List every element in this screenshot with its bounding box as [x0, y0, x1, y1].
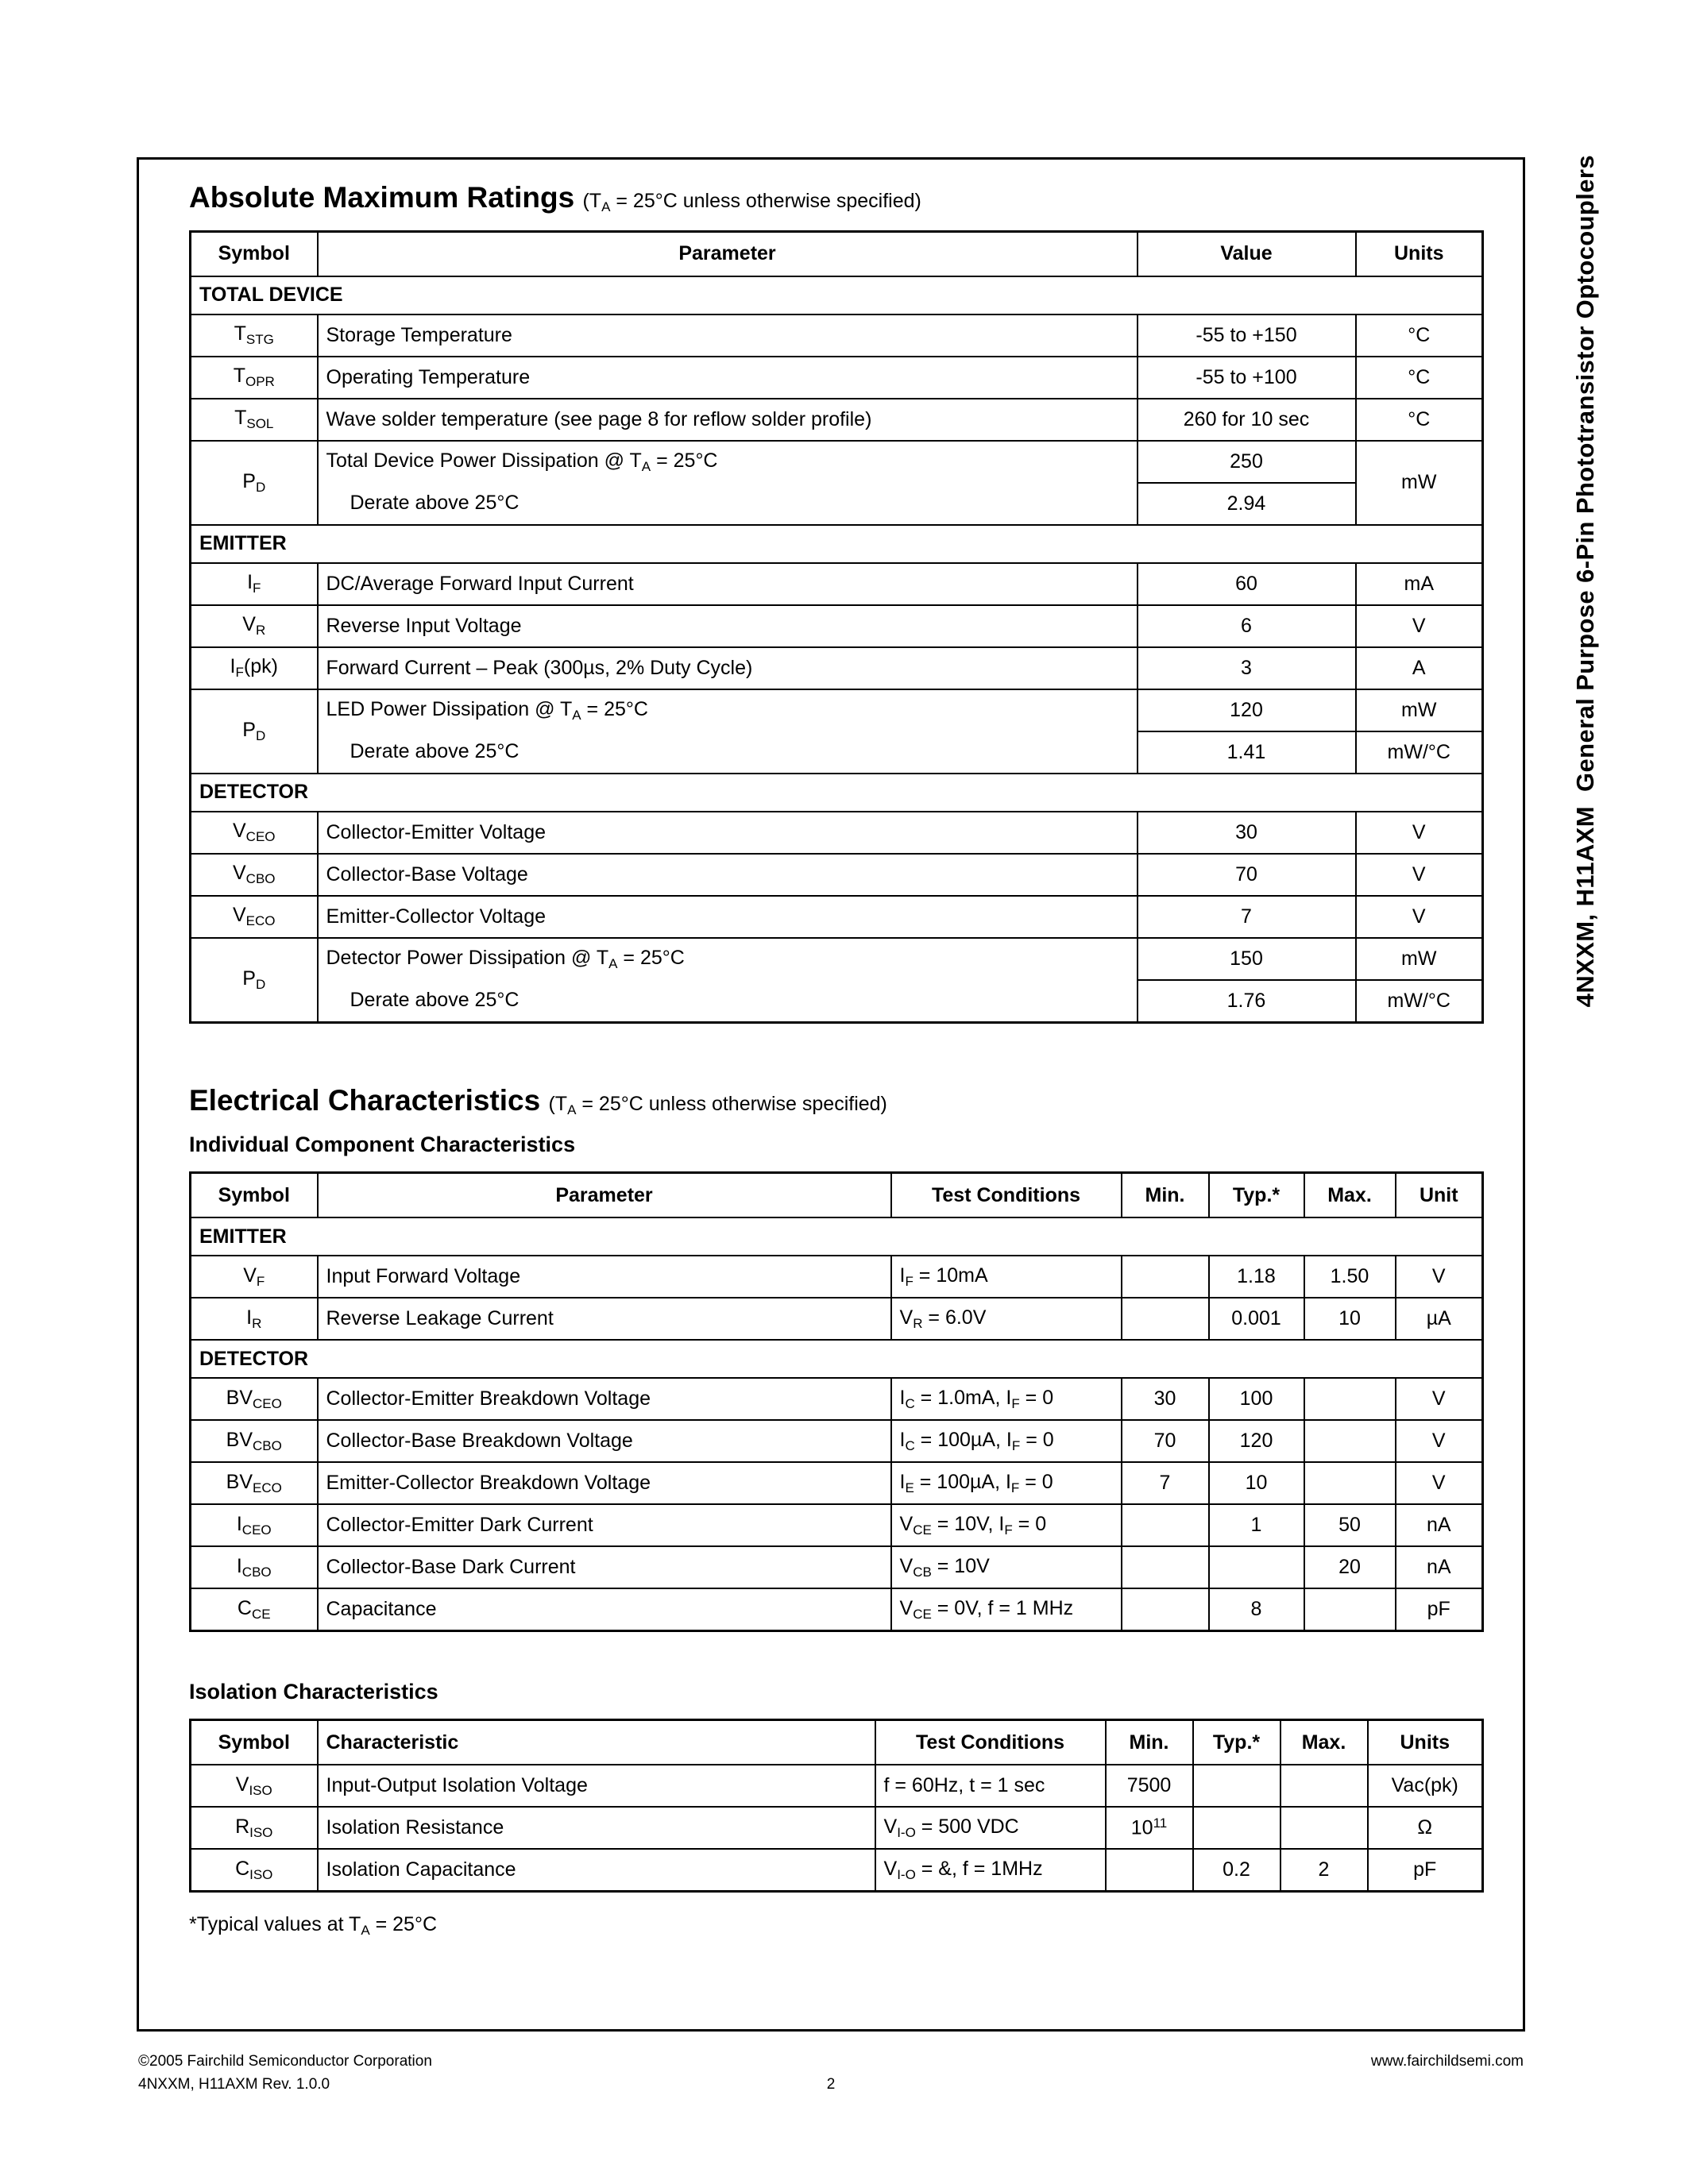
- cell-value: 260 for 10 sec: [1138, 399, 1356, 441]
- cell-parameter: Wave solder temperature (see page 8 for reflow solder profile): [318, 399, 1138, 441]
- cell-units: °C: [1356, 399, 1483, 441]
- table-row: [191, 314, 1483, 357]
- cell-parameter: Collector-Base Dark Current: [318, 1546, 891, 1588]
- column-header-max: Max.: [1304, 1173, 1396, 1218]
- cell-units: pF: [1368, 1849, 1483, 1892]
- cell-test-conditions: $V_{I-O}$ = &, f = 1MHz: [875, 1849, 1106, 1892]
- cell-symbol: $I_F(pk)$: [191, 647, 318, 689]
- cell-typ: 0.2: [1193, 1849, 1280, 1892]
- cell-symbol: $BV_{ECO}$: [191, 1462, 318, 1504]
- table-row: [191, 647, 1483, 689]
- cell-unit: V: [1396, 1420, 1483, 1462]
- column-header-symbol: Symbol: [191, 1720, 318, 1765]
- cell-units: A: [1356, 647, 1483, 689]
- cell-parameter: Collector-Base Breakdown Voltage: [318, 1420, 891, 1462]
- group-header-row: [191, 525, 1483, 563]
- table-row: [191, 399, 1483, 441]
- cell-symbol: $V_{CEO}$: [191, 812, 318, 854]
- cell-value: 120: [1138, 689, 1356, 731]
- cell-max: [1304, 1588, 1396, 1631]
- cell-unit: µA: [1396, 1298, 1483, 1340]
- footer-website[interactable]: www.fairchildsemi.com: [1370, 2053, 1524, 2070]
- cell-value: 1.76: [1138, 980, 1356, 1023]
- table-row: [191, 563, 1483, 605]
- cell-max: 50: [1304, 1504, 1396, 1546]
- cell-typ: 0.001: [1209, 1298, 1304, 1340]
- table-row: [191, 896, 1483, 938]
- cell-typ: [1193, 1807, 1280, 1849]
- cell-min: [1106, 1849, 1193, 1892]
- table-row: [191, 1807, 1483, 1849]
- column-header-unit: Unit: [1396, 1173, 1483, 1218]
- table-row: [191, 1298, 1483, 1340]
- cell-symbol: $T_{OPR}$: [191, 357, 318, 399]
- table-row: [191, 483, 1483, 525]
- page-footer: [137, 2051, 1525, 2097]
- column-header-min: Min.: [1106, 1720, 1193, 1765]
- cell-symbol: $T_{STG}$: [191, 314, 318, 357]
- individual-component-characteristics-subheading: Individual Component Characteristics: [189, 1133, 576, 1157]
- column-header-symbol: Symbol: [191, 231, 318, 276]
- cell-min: $10^{11}$: [1106, 1807, 1193, 1849]
- cell-parameter: Collector-Base Voltage: [318, 854, 1138, 896]
- cell-test-conditions: $I_F = 10mA$: [891, 1256, 1122, 1298]
- cell-value: -55 to +150: [1138, 314, 1356, 357]
- isolation-characteristics-subheading: Isolation Characteristics: [189, 1680, 438, 1704]
- cell-units: mW: [1356, 689, 1483, 731]
- group-label-detector: DETECTOR: [191, 774, 1483, 812]
- cell-symbol: $I_R$: [191, 1298, 318, 1340]
- column-header-typ: Typ.*: [1209, 1173, 1304, 1218]
- cell-units: V: [1356, 854, 1483, 896]
- column-header-units: Units: [1356, 231, 1483, 276]
- cell-units: V: [1356, 812, 1483, 854]
- cell-parameter: Reverse Input Voltage: [318, 605, 1138, 647]
- table-row: [191, 731, 1483, 774]
- cell-parameter: Total Device Power Dissipation @ $T_A = 25^\circ C$: [318, 441, 1138, 483]
- cell-parameter: Emitter-Collector Voltage: [318, 896, 1138, 938]
- cell-symbol: $I_F$: [191, 563, 318, 605]
- cell-max: [1304, 1462, 1396, 1504]
- cell-parameter: Forward Current – Peak (300µs, 2% Duty Cycle): [318, 647, 1138, 689]
- cell-value: 2.94: [1138, 483, 1356, 525]
- cell-min: 7500: [1106, 1765, 1193, 1807]
- cell-symbol: $V_{ISO}$: [191, 1765, 318, 1807]
- cell-test-conditions: $V_{CB} = 10V$: [891, 1546, 1122, 1588]
- cell-symbol: $C_{ISO}$: [191, 1849, 318, 1892]
- cell-min: [1122, 1504, 1209, 1546]
- cell-characteristic: Isolation Resistance: [318, 1807, 875, 1849]
- cell-parameter: Derate above 25°C: [318, 483, 1138, 525]
- table-row: [191, 854, 1483, 896]
- cell-typ: [1209, 1546, 1304, 1588]
- cell-value: -55 to +100: [1138, 357, 1356, 399]
- cell-min: 30: [1122, 1378, 1209, 1420]
- cell-symbol: $BV_{CBO}$: [191, 1420, 318, 1462]
- table-row: [191, 1504, 1483, 1546]
- column-header-test-conditions: Test Conditions: [875, 1720, 1106, 1765]
- heading-note: ($T_A = 25^\circ C$ unless otherwise specified): [548, 1092, 887, 1117]
- table-row: [191, 812, 1483, 854]
- footer-revision: 4NXXM, H11AXM Rev. 1.0.0: [138, 2076, 330, 2093]
- group-header-row: [191, 1340, 1483, 1378]
- cell-parameter: Capacitance: [318, 1588, 891, 1631]
- column-header-typ: Typ.*: [1193, 1720, 1280, 1765]
- isolation-characteristics-table: [189, 1719, 1484, 1893]
- cell-parameter: Operating Temperature: [318, 357, 1138, 399]
- cell-typ: [1193, 1765, 1280, 1807]
- cell-value: 3: [1138, 647, 1356, 689]
- cell-value: 250: [1138, 441, 1356, 483]
- table-row: [191, 605, 1483, 647]
- table-header-row: [191, 1173, 1483, 1218]
- cell-symbol: $C_{CE}$: [191, 1588, 318, 1631]
- cell-max: [1280, 1807, 1368, 1849]
- cell-symbol: $P_D$: [191, 689, 318, 774]
- typical-values-footnote: *Typical values at $T_A = 25^\circ C$: [189, 1913, 438, 1938]
- cell-typ: 8: [1209, 1588, 1304, 1631]
- cell-parameter: Storage Temperature: [318, 314, 1138, 357]
- cell-symbol: $T_{SOL}$: [191, 399, 318, 441]
- table-row: [191, 1546, 1483, 1588]
- cell-units: Vac(pk): [1368, 1765, 1483, 1807]
- column-header-parameter: Parameter: [318, 231, 1138, 276]
- cell-unit: pF: [1396, 1588, 1483, 1631]
- table-row: [191, 1420, 1483, 1462]
- cell-test-conditions: $V_R = 6.0V$: [891, 1298, 1122, 1340]
- cell-unit: nA: [1396, 1546, 1483, 1588]
- cell-max: 1.50: [1304, 1256, 1396, 1298]
- cell-max: [1304, 1420, 1396, 1462]
- cell-test-conditions: $I_E = 100\mu A$, $I_F = 0$: [891, 1462, 1122, 1504]
- cell-value: 70: [1138, 854, 1356, 896]
- cell-parameter: Emitter-Collector Breakdown Voltage: [318, 1462, 891, 1504]
- cell-test-conditions: $I_C = 100\mu A$, $I_F = 0$: [891, 1420, 1122, 1462]
- cell-min: [1122, 1298, 1209, 1340]
- column-header-max: Max.: [1280, 1720, 1368, 1765]
- cell-value: 6: [1138, 605, 1356, 647]
- cell-parameter: Input Forward Voltage: [318, 1256, 891, 1298]
- cell-value: 1.41: [1138, 731, 1356, 774]
- sidebar-document-title: [1537, 155, 1632, 1283]
- cell-parameter: Collector-Emitter Breakdown Voltage: [318, 1378, 891, 1420]
- cell-parameter: Derate above 25°C: [318, 731, 1138, 774]
- cell-characteristic: Isolation Capacitance: [318, 1849, 875, 1892]
- cell-value: 7: [1138, 896, 1356, 938]
- cell-test-conditions: $I_C = 1.0mA$, $I_F = 0$: [891, 1378, 1122, 1420]
- cell-parameter: Derate above 25°C: [318, 980, 1138, 1023]
- cell-test-conditions: $V_{CE} = 10V$, $I_F = 0$: [891, 1504, 1122, 1546]
- electrical-characteristics-heading: [189, 1083, 1484, 1117]
- cell-symbol: $V_{ECO}$: [191, 896, 318, 938]
- cell-parameter: DC/Average Forward Input Current: [318, 563, 1138, 605]
- cell-unit: V: [1396, 1378, 1483, 1420]
- group-label-total-device: TOTAL DEVICE: [191, 276, 1483, 314]
- cell-unit: V: [1396, 1462, 1483, 1504]
- cell-value: 30: [1138, 812, 1356, 854]
- individual-component-characteristics-table: [189, 1171, 1484, 1632]
- cell-typ: 120: [1209, 1420, 1304, 1462]
- table-row: [191, 1462, 1483, 1504]
- cell-units: mA: [1356, 563, 1483, 605]
- cell-symbol: $V_R$: [191, 605, 318, 647]
- cell-symbol: $P_D$: [191, 441, 318, 525]
- cell-symbol: $I_{CEO}$: [191, 1504, 318, 1546]
- heading-main: Electrical Characteristics: [189, 1083, 541, 1117]
- cell-min: [1122, 1256, 1209, 1298]
- absolute-maximum-ratings-heading: [189, 183, 1484, 214]
- cell-parameter: LED Power Dissipation @ $T_A = 25^\circ C$: [318, 689, 1138, 731]
- group-header-row: [191, 774, 1483, 812]
- cell-value: 150: [1138, 938, 1356, 980]
- cell-test-conditions: $V_{I-O} = 500$ VDC: [875, 1807, 1106, 1849]
- cell-symbol: $V_{CBO}$: [191, 854, 318, 896]
- footer-copyright: ©2005 Fairchild Semiconductor Corporation: [138, 2053, 432, 2070]
- column-header-symbol: Symbol: [191, 1173, 318, 1218]
- column-header-units: Units: [1368, 1720, 1483, 1765]
- cell-parameter: Collector-Emitter Voltage: [318, 812, 1138, 854]
- cell-symbol: $P_D$: [191, 938, 318, 1023]
- cell-max: [1280, 1765, 1368, 1807]
- cell-min: [1122, 1588, 1209, 1631]
- column-header-value: Value: [1138, 231, 1356, 276]
- cell-typ: 10: [1209, 1462, 1304, 1504]
- table-row: [191, 1378, 1483, 1420]
- cell-typ: 1: [1209, 1504, 1304, 1546]
- column-header-min: Min.: [1122, 1173, 1209, 1218]
- cell-units: mW: [1356, 938, 1483, 980]
- absolute-maximum-ratings-table: [189, 230, 1484, 1024]
- table-row: [191, 1588, 1483, 1631]
- group-header-row: [191, 1217, 1483, 1256]
- cell-parameter: Detector Power Dissipation @ $T_A = 25^\circ C$: [318, 938, 1138, 980]
- group-header-row: [191, 276, 1483, 314]
- table-row: [191, 1765, 1483, 1807]
- cell-units: °C: [1356, 357, 1483, 399]
- column-header-parameter: Parameter: [318, 1173, 891, 1218]
- cell-parameter: Collector-Emitter Dark Current: [318, 1504, 891, 1546]
- table-row: [191, 1256, 1483, 1298]
- cell-units: mW/°C: [1356, 731, 1483, 774]
- footer-page-number: 2: [826, 2076, 836, 2093]
- table-row: [191, 1849, 1483, 1892]
- cell-units: V: [1356, 605, 1483, 647]
- column-header-test-conditions: Test Conditions: [891, 1173, 1122, 1218]
- cell-units: Ω: [1368, 1807, 1483, 1849]
- cell-units: V: [1356, 896, 1483, 938]
- cell-typ: 100: [1209, 1378, 1304, 1420]
- cell-max: 2: [1280, 1849, 1368, 1892]
- cell-typ: 1.18: [1209, 1256, 1304, 1298]
- cell-test-conditions: f = 60Hz, t = 1 sec: [875, 1765, 1106, 1807]
- cell-unit: V: [1396, 1256, 1483, 1298]
- cell-unit: nA: [1396, 1504, 1483, 1546]
- table-row: [191, 357, 1483, 399]
- cell-symbol: $I_{CBO}$: [191, 1546, 318, 1588]
- table-row: [191, 980, 1483, 1023]
- group-label-emitter: EMITTER: [191, 525, 1483, 563]
- group-label-detector: DETECTOR: [191, 1340, 1483, 1378]
- cell-symbol: $V_F$: [191, 1256, 318, 1298]
- table-row: [191, 689, 1483, 731]
- cell-units: mW: [1356, 441, 1483, 525]
- heading-note: ($T_A = 25^\circ C$ unless otherwise specified): [582, 190, 921, 214]
- sidebar-title-text: 4NXXM, H11AXM General Purpose 6-Pin Phototransistor Optocouplers: [1570, 155, 1599, 1008]
- cell-max: 10: [1304, 1298, 1396, 1340]
- cell-value: 60: [1138, 563, 1356, 605]
- group-label-emitter: EMITTER: [191, 1217, 1483, 1256]
- column-header-characteristic: Characteristic: [318, 1720, 875, 1765]
- cell-parameter: Reverse Leakage Current: [318, 1298, 891, 1340]
- cell-characteristic: Input-Output Isolation Voltage: [318, 1765, 875, 1807]
- cell-units: °C: [1356, 314, 1483, 357]
- table-row: [191, 938, 1483, 980]
- table-row: [191, 441, 1483, 483]
- cell-max: [1304, 1378, 1396, 1420]
- cell-test-conditions: $V_{CE} = 0V$, f = 1 MHz: [891, 1588, 1122, 1631]
- cell-min: [1122, 1546, 1209, 1588]
- cell-min: 70: [1122, 1420, 1209, 1462]
- heading-main: Absolute Maximum Ratings: [189, 181, 575, 214]
- cell-units: mW/°C: [1356, 980, 1483, 1023]
- cell-min: 7: [1122, 1462, 1209, 1504]
- table-header-row: [191, 231, 1483, 276]
- cell-max: 20: [1304, 1546, 1396, 1588]
- table-header-row: [191, 1720, 1483, 1765]
- cell-symbol: $BV_{CEO}$: [191, 1378, 318, 1420]
- cell-symbol: $R_{ISO}$: [191, 1807, 318, 1849]
